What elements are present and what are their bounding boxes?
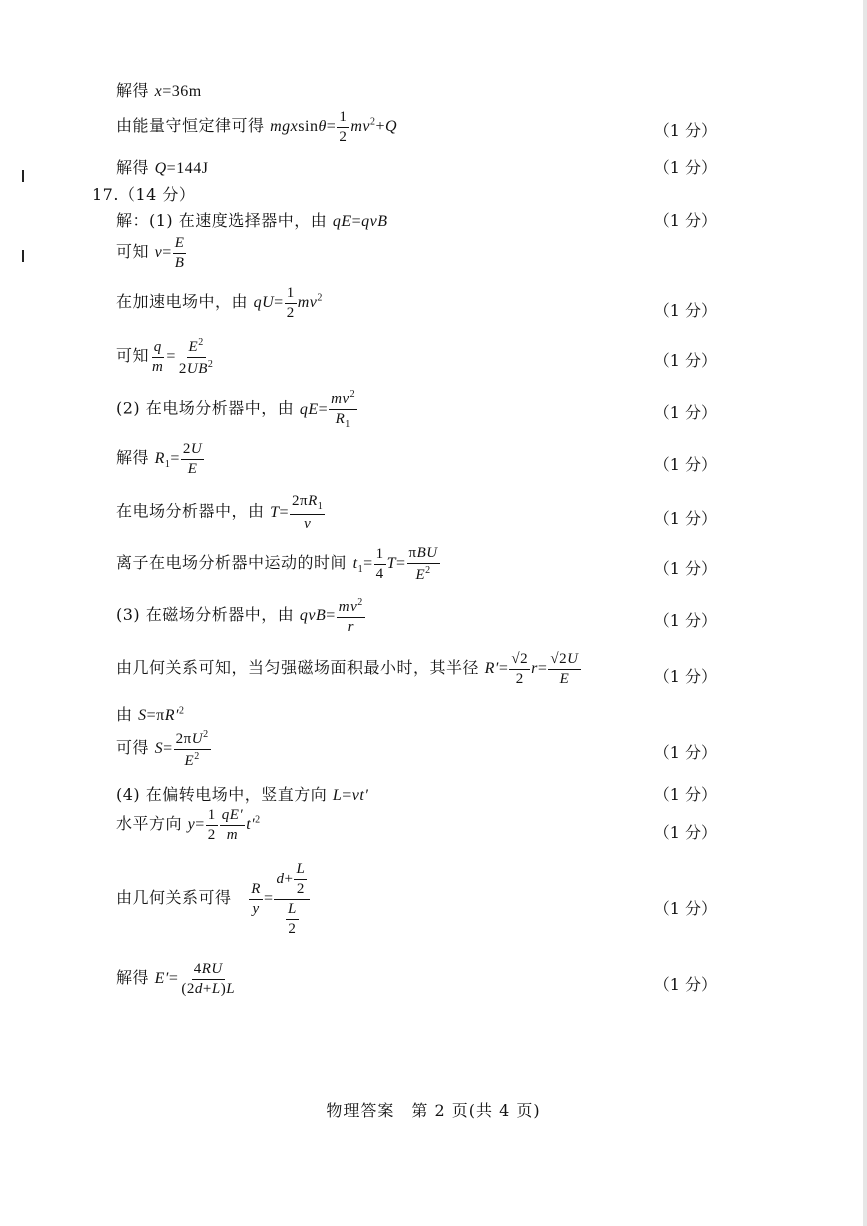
solution-line: (3) 在磁场分析器中，由 qvB= $\frac{mv^2}{r}$: [116, 597, 363, 635]
solution-line: 由几何关系可得 $\frac{R}{y}$ = d+ $\frac{L}{2}$ $\frac{L}{2}$: [116, 862, 311, 937]
score-label: （1 分）: [653, 351, 717, 370]
score-label: （1 分）: [653, 743, 717, 762]
solution-line: 由 $S=\pi R'^2$: [116, 705, 185, 724]
scan-edge: [863, 0, 867, 1226]
solution-line: 解得 x=36m: [116, 81, 202, 100]
margin-mark: [22, 170, 24, 182]
score-label: （1 分）: [653, 121, 717, 140]
solution-line: 在加速电场中，由 qU= $\frac{1}{2}$ $mv^2$: [116, 285, 323, 321]
solution-line: 水平方向 y= $\frac{1}{2}$ $\frac{qE'}{m}$ $t'^2$: [116, 807, 261, 843]
score-label: （1 分）: [653, 455, 717, 474]
score-label: （1 分）: [653, 611, 717, 630]
score-label: （1 分）: [653, 211, 717, 230]
solution-line: 解得 E′= $\frac{4RU}{(2d+L)L}$: [116, 961, 236, 997]
solution-line: (4) 在偏转电场中，竖直方向 L=vt′: [116, 785, 369, 804]
score-label: （1 分）: [653, 975, 717, 994]
score-label: （1 分）: [653, 785, 717, 804]
score-label: （1 分）: [653, 667, 717, 686]
score-label: （1 分）: [653, 559, 717, 578]
solution-line: 离子在电场分析器中运动的时间 $t_1=$ $\frac{1}{4}$ T= $\frac{\text{πBU}}{E^2}$: [116, 545, 438, 583]
score-label: （1 分）: [653, 823, 717, 842]
page-footer: 物理答案 第 2 页(共 4 页): [326, 1101, 541, 1120]
score-label: （1 分）: [653, 899, 717, 918]
margin-mark: [22, 250, 24, 262]
score-label: （1 分）: [653, 301, 717, 320]
solution-line: 可知 $\frac{q}{m}$ = $\frac{E^2}{2UB^2}$: [116, 337, 214, 377]
solution-line: 解得 $R_1=$ $\frac{2U}{E}$: [116, 441, 203, 477]
solution-line: 解得 Q=144J: [116, 158, 209, 177]
score-label: （1 分）: [653, 158, 717, 177]
solution-line: (2) 在电场分析器中，由 qE= $\frac{mv^2}{R_1}$: [116, 389, 356, 430]
solution-line: 由能量守恒定律可得 mgxsinθ= $\frac{1}{2}$ $mv^2+Q$: [116, 109, 398, 145]
solution-line: 由几何关系可知，当匀强磁场面积最小时，其半径 R′= $\frac{√2}{2}$ r= $\frac{√2U}{E}$: [116, 651, 579, 687]
question-number: 17.（14 分）: [92, 185, 196, 204]
score-label: （1 分）: [653, 509, 717, 528]
solution-line: 解：(1) 在速度选择器中，由 qE=qvB: [116, 211, 388, 230]
solution-line: 可得 S= $\frac{2\pi U^2}{E^2}$: [116, 729, 209, 769]
solution-line: 在电场分析器中，由 T= $\frac{2\pi R_1}{v}$: [116, 493, 324, 532]
solution-line: 可知 v= $\frac{E}{B}$: [116, 235, 185, 271]
score-label: （1 分）: [653, 403, 717, 422]
